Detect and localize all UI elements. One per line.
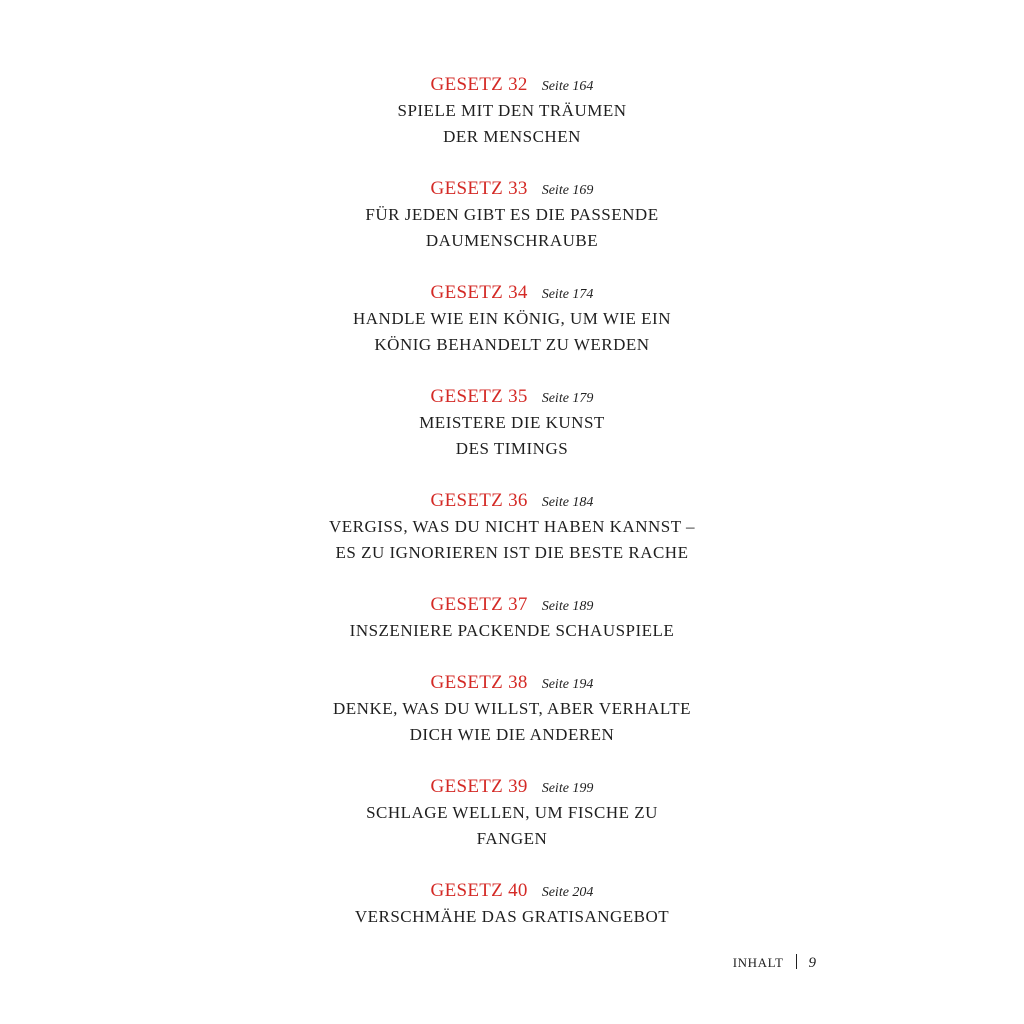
entry-title-line: ES ZU IGNORIEREN IST DIE BESTE RACHE xyxy=(335,543,689,562)
entry-title-line: HANDLE WIE EIN KÖNIG, UM WIE EIN xyxy=(353,309,671,328)
entry-title-line: DENKE, WAS DU WILLST, ABER VERHALTE xyxy=(333,699,691,718)
entry-heading xyxy=(431,669,594,696)
page-reference: Seite 194 xyxy=(541,677,594,692)
page-reference: Seite 189 xyxy=(541,599,594,614)
page-reference: Seite 199 xyxy=(541,781,594,796)
law-number: GESETZ 36 xyxy=(430,490,528,511)
law-number: GESETZ 32 xyxy=(430,74,528,95)
page-reference: Seite 184 xyxy=(541,495,594,510)
law-number: GESETZ 34 xyxy=(430,282,528,303)
entry-title-line: DES TIMINGS xyxy=(455,439,569,458)
toc-entry xyxy=(419,383,605,462)
toc-entry xyxy=(397,71,626,150)
entry-title-line: SCHLAGE WELLEN, UM FISCHE ZU xyxy=(366,803,658,822)
toc-entry xyxy=(329,487,695,566)
entry-heading xyxy=(431,175,594,202)
page-reference: Seite 169 xyxy=(541,183,594,198)
law-number: GESETZ 33 xyxy=(430,178,528,199)
page-reference: Seite 174 xyxy=(541,287,594,302)
entry-heading xyxy=(431,383,594,410)
entry-title-line: VERSCHMÄHE DAS GRATISANGEBOT xyxy=(354,907,670,926)
entry-heading xyxy=(431,591,594,618)
entry-title-line: MEISTERE DIE KUNST xyxy=(419,413,605,432)
entry-heading xyxy=(431,71,594,98)
entry-title-line: DAUMENSCHRAUBE xyxy=(425,231,599,250)
entry-heading xyxy=(431,773,594,800)
toc-entry xyxy=(353,279,671,358)
entry-title-line: DER MENSCHEN xyxy=(443,127,581,146)
entry-title-line: FANGEN xyxy=(476,829,548,848)
entry-heading xyxy=(431,279,594,306)
table-of-contents xyxy=(0,71,1024,955)
page-number: 9 xyxy=(808,955,816,971)
toc-entry xyxy=(355,877,669,930)
toc-entry xyxy=(366,773,658,852)
law-number: GESETZ 35 xyxy=(430,386,528,407)
page-reference: Seite 164 xyxy=(541,79,594,94)
toc-entry xyxy=(350,591,675,644)
footer-divider xyxy=(796,954,797,969)
page-footer xyxy=(733,952,816,974)
page-reference: Seite 179 xyxy=(541,391,594,406)
law-number: GESETZ 39 xyxy=(430,776,528,797)
toc-entry xyxy=(365,175,658,254)
toc-entry xyxy=(333,669,691,748)
entry-title-line: SPIELE MIT DEN TRÄUMEN xyxy=(397,101,627,120)
law-number: GESETZ 40 xyxy=(430,880,528,901)
section-label: INHALT xyxy=(732,955,784,970)
entry-heading xyxy=(431,877,594,904)
law-number: GESETZ 38 xyxy=(430,672,528,693)
entry-title-line: KÖNIG BEHANDELT ZU WERDEN xyxy=(374,335,650,354)
law-number: GESETZ 37 xyxy=(430,594,528,615)
entry-heading xyxy=(431,487,594,514)
entry-title-line: FÜR JEDEN GIBT ES DIE PASSENDE xyxy=(365,205,659,224)
entry-title-line: DICH WIE DIE ANDEREN xyxy=(409,725,615,744)
page-reference: Seite 204 xyxy=(541,885,594,900)
entry-title-line: VERGISS, WAS DU NICHT HABEN KANNST – xyxy=(328,517,696,536)
entry-title-line: INSZENIERE PACKENDE SCHAUSPIELE xyxy=(349,621,675,640)
